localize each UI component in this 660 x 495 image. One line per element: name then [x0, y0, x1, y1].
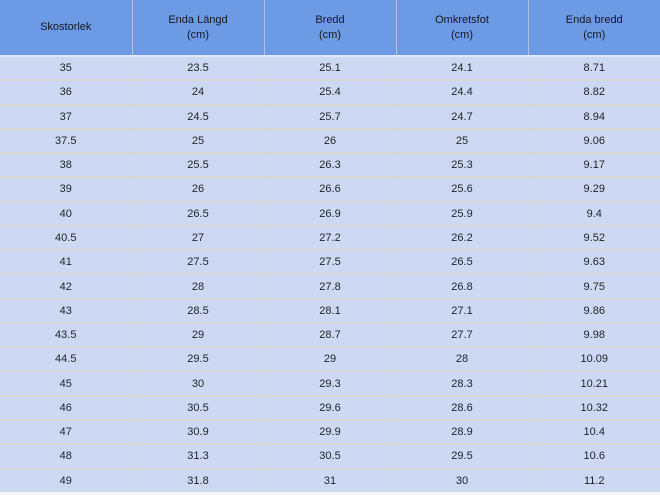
table-row: [0, 371, 660, 395]
cell: 26: [132, 177, 264, 201]
cell: 27: [132, 226, 264, 250]
cell: 24.7: [396, 105, 528, 129]
cell: 31.8: [132, 469, 264, 494]
table-row: [0, 274, 660, 298]
cell: 39: [0, 177, 132, 201]
cell: 28.9: [396, 420, 528, 444]
column-header-unit: (cm): [319, 28, 341, 41]
table-row: [0, 444, 660, 468]
cell: 43.5: [0, 323, 132, 347]
table-row: [0, 202, 660, 226]
table-row: [0, 177, 660, 201]
column-header-label: Enda Längd: [168, 13, 228, 26]
table-body: [0, 56, 660, 494]
cell: 40.5: [0, 226, 132, 250]
cell: 26.3: [264, 153, 396, 177]
cell: 9.63: [528, 250, 660, 274]
column-header-label: Skostorlek: [40, 21, 92, 33]
cell: 26: [264, 129, 396, 153]
cell: 31: [264, 469, 396, 494]
cell: 30: [396, 469, 528, 494]
cell: 29: [264, 347, 396, 371]
cell: 44.5: [0, 347, 132, 371]
cell: 35: [0, 56, 132, 80]
cell: 27.2: [264, 226, 396, 250]
column-header-omkretsfot: [396, 0, 528, 56]
cell: 26.6: [264, 177, 396, 201]
cell: 45: [0, 371, 132, 395]
cell: 48: [0, 444, 132, 468]
cell: 25: [132, 129, 264, 153]
cell: 28.5: [132, 299, 264, 323]
cell: 37.5: [0, 129, 132, 153]
cell: 29.5: [132, 347, 264, 371]
cell: 28.1: [264, 299, 396, 323]
column-header-unit: (cm): [451, 28, 473, 41]
cell: 43: [0, 299, 132, 323]
cell: 27.5: [264, 250, 396, 274]
cell: 23.5: [132, 56, 264, 80]
cell: 26.8: [396, 274, 528, 298]
column-header-skostorlek: [0, 0, 132, 56]
cell: 28: [132, 274, 264, 298]
column-header-enda-langd: [132, 0, 264, 56]
cell: 28.3: [396, 371, 528, 395]
table-row: [0, 56, 660, 80]
column-header-label: Bredd: [315, 13, 345, 26]
cell: 9.75: [528, 274, 660, 298]
cell: 31.3: [132, 444, 264, 468]
cell: 11.2: [528, 469, 660, 494]
cell: 47: [0, 420, 132, 444]
column-header-label: Omkretsfot: [435, 13, 489, 26]
table-row: [0, 250, 660, 274]
cell: 10.4: [528, 420, 660, 444]
table-row: [0, 153, 660, 177]
cell: 9.06: [528, 129, 660, 153]
table-row: [0, 80, 660, 104]
cell: 8.82: [528, 80, 660, 104]
cell: 37: [0, 105, 132, 129]
table-row: [0, 469, 660, 494]
table-row: [0, 347, 660, 371]
cell: 27.5: [132, 250, 264, 274]
cell: 28.7: [264, 323, 396, 347]
cell: 9.98: [528, 323, 660, 347]
cell: 29.9: [264, 420, 396, 444]
cell: 41: [0, 250, 132, 274]
cell: 24.1: [396, 56, 528, 80]
cell: 38: [0, 153, 132, 177]
cell: 9.52: [528, 226, 660, 250]
cell: 27.1: [396, 299, 528, 323]
table-row: [0, 226, 660, 250]
cell: 46: [0, 396, 132, 420]
cell: 25.9: [396, 202, 528, 226]
column-header-label: Enda bredd: [565, 13, 623, 26]
cell: 10.32: [528, 396, 660, 420]
cell: 26.5: [396, 250, 528, 274]
cell: 25.1: [264, 56, 396, 80]
cell: 29: [132, 323, 264, 347]
table-header: [0, 0, 660, 56]
table-row: [0, 129, 660, 153]
column-header-unit: (cm): [583, 28, 606, 41]
cell: 29.3: [264, 371, 396, 395]
cell: 30.9: [132, 420, 264, 444]
cell: 9.86: [528, 299, 660, 323]
cell: 27.8: [264, 274, 396, 298]
cell: 30: [132, 371, 264, 395]
column-header-enda-bredd: [528, 0, 660, 56]
cell: 29.5: [396, 444, 528, 468]
cell: 8.94: [528, 105, 660, 129]
cell: 40: [0, 202, 132, 226]
cell: 26.9: [264, 202, 396, 226]
cell: 25.6: [396, 177, 528, 201]
cell: 26.5: [132, 202, 264, 226]
cell: 25.5: [132, 153, 264, 177]
cell: 29.6: [264, 396, 396, 420]
cell: 42: [0, 274, 132, 298]
cell: 28.6: [396, 396, 528, 420]
cell: 30.5: [264, 444, 396, 468]
cell: 36: [0, 80, 132, 104]
cell: 26.2: [396, 226, 528, 250]
cell: 25.4: [264, 80, 396, 104]
cell: 28: [396, 347, 528, 371]
table-row: [0, 396, 660, 420]
cell: 24.4: [396, 80, 528, 104]
cell: 9.29: [528, 177, 660, 201]
cell: 8.71: [528, 56, 660, 80]
cell: 25.7: [264, 105, 396, 129]
cell: 24.5: [132, 105, 264, 129]
cell: 30.5: [132, 396, 264, 420]
cell: 25: [396, 129, 528, 153]
table-row: [0, 420, 660, 444]
cell: 10.21: [528, 371, 660, 395]
cell: 9.4: [528, 202, 660, 226]
header-row: [0, 0, 660, 56]
cell: 24: [132, 80, 264, 104]
cell: 10.09: [528, 347, 660, 371]
table-row: [0, 323, 660, 347]
table-row: [0, 105, 660, 129]
column-header-bredd: [264, 0, 396, 56]
column-header-unit: (cm): [187, 28, 209, 41]
cell: 9.17: [528, 153, 660, 177]
cell: 25.3: [396, 153, 528, 177]
cell: 49: [0, 469, 132, 494]
table-row: [0, 299, 660, 323]
cell: 27.7: [396, 323, 528, 347]
cell: 10.6: [528, 444, 660, 468]
